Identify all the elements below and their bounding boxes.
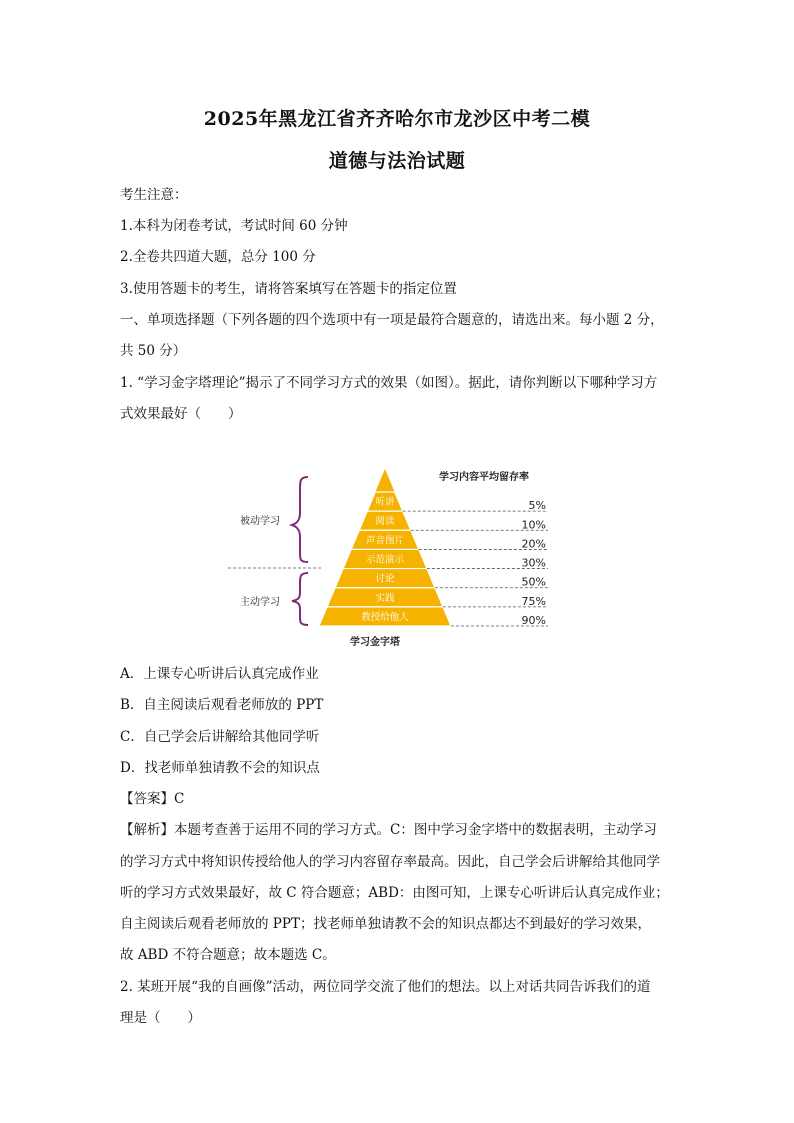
option-c: C．自己学会后讲解给其他同学听 bbox=[120, 729, 320, 745]
section-heading: 一、单项选择题（下列各题的四个选项中有一项是最符合题意的，请选出来。每小题 2 分， bbox=[120, 312, 664, 328]
figure-caption: 学习金字塔 bbox=[350, 637, 400, 648]
pyramid-layer-label: 教授给他人 bbox=[361, 611, 409, 623]
pyramid-layer-label: 实践 bbox=[375, 592, 395, 604]
question-2-stem: 2. 某班开展“我的自画像”活动，两位同学交流了他们的想法。以上对话共同告诉我们的道 bbox=[120, 979, 651, 995]
analysis-line: 听的学习方式效果最好，故 C 符合题意；ABD：由图可知，上课专心听讲后认真完成作业； bbox=[120, 885, 669, 901]
retention-rate-label: 30% bbox=[521, 556, 546, 570]
pyramid-layer-label: 讨论 bbox=[375, 573, 395, 585]
retention-rate-label: 5% bbox=[528, 499, 546, 513]
retention-rate-label: 50% bbox=[521, 575, 546, 589]
question-1-stem-cont: 式效果最好（ ） bbox=[120, 406, 242, 422]
notice-item: 2.全卷共四道大题，总分 100 分 bbox=[120, 249, 316, 265]
option-b: B．自主阅读后观看老师放的 PPT bbox=[120, 697, 324, 713]
active-learning-label: 主动学习 bbox=[240, 597, 280, 608]
option-d: D．找老师单独请教不会的知识点 bbox=[120, 760, 320, 776]
pyramid-layer-label: 阅读 bbox=[375, 516, 395, 528]
passive-learning-label: 被动学习 bbox=[240, 516, 280, 527]
question-1-stem: 1. “学习金字塔理论”揭示了不同学习方式的效果（如图）。据此，请你判断以下哪种学习方 bbox=[120, 375, 658, 391]
analysis-line: 自主阅读后观看老师放的 PPT；找老师单独请教不会的知识点都达不到最好的学习效果， bbox=[120, 916, 651, 932]
analysis-line: 的学习方式中将知识传授给他人的学习内容留存率最高。因此，自己学会后讲解给其他同学 bbox=[120, 854, 660, 870]
pyramid-layer-label: 声音图片 bbox=[365, 535, 405, 547]
analysis-line: 故 ABD 不符合题意；故本题选 C。 bbox=[120, 947, 336, 963]
notice-item: 1.本科为闭卷考试，考试时间 60 分钟 bbox=[120, 218, 348, 234]
pyramid-layer-label: 听讲 bbox=[375, 497, 395, 509]
notice-item: 3.使用答题卡的考生，请将答案填写在答题卡的指定位置 bbox=[120, 281, 457, 297]
document-title: 2025年黑龙江省齐齐哈尔市龙沙区中考二模 bbox=[203, 108, 591, 130]
document-subtitle: 道德与法治试题 bbox=[328, 150, 466, 172]
retention-rate-label: 90% bbox=[521, 614, 546, 627]
retention-rate-label: 10% bbox=[521, 518, 546, 532]
rate-header: 学习内容平均留存率 bbox=[439, 472, 529, 483]
learning-pyramid-figure bbox=[228, 465, 568, 655]
retention-rate-label: 20% bbox=[521, 537, 546, 551]
notice-heading: 考生注意： bbox=[120, 187, 188, 203]
pyramid-layer-label: 示范演示 bbox=[365, 554, 405, 566]
passive-brace bbox=[292, 477, 308, 562]
analysis-line: 【解析】本题考查善于运用不同的学习方式。C：图中学习金字塔中的数据表明，主动学习 bbox=[120, 822, 657, 838]
active-brace bbox=[292, 573, 308, 625]
answer-line: 【答案】C bbox=[120, 791, 185, 807]
option-a: A．上课专心听讲后认真完成作业 bbox=[120, 666, 319, 682]
learning-pyramid-svg bbox=[228, 465, 568, 655]
retention-rate-label: 75% bbox=[521, 594, 546, 608]
section-heading-cont: 共 50 分） bbox=[120, 343, 187, 359]
question-2-stem-cont: 理是（ ） bbox=[120, 1010, 201, 1026]
pyramid-apex bbox=[375, 469, 394, 492]
